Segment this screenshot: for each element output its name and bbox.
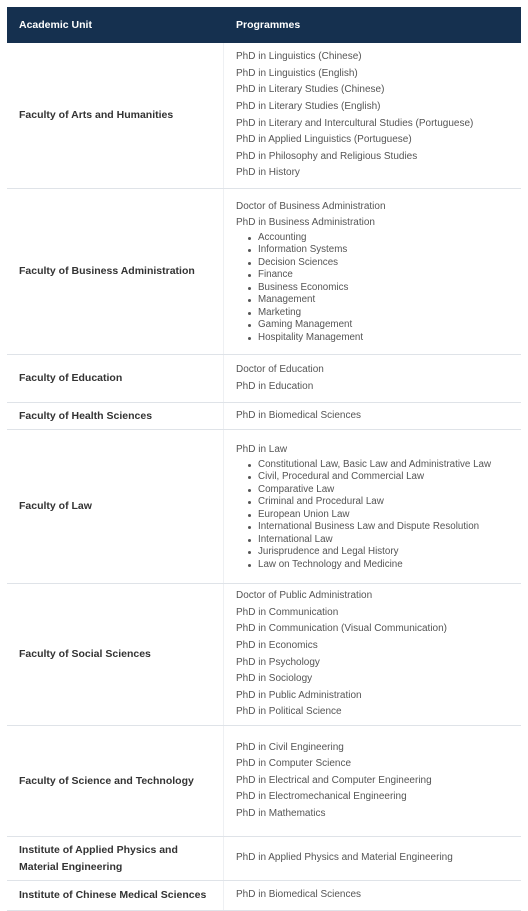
specialization-item: Jurisprudence and Legal History [248, 546, 521, 559]
specialization-item: Law on Technology and Medicine [248, 559, 521, 572]
programme-item: PhD in Literary and Intercultural Studies (Portuguese) [236, 117, 474, 129]
programme-item: PhD in Public Administration [236, 689, 362, 701]
programme-item: PhD in Applied Physics and Material Engineering [236, 852, 453, 864]
programmes-cell [224, 430, 521, 583]
table-row [7, 837, 521, 881]
specialization-item: Comparative Law [248, 484, 521, 497]
specialization-item: Decision Sciences [248, 257, 521, 270]
specialization-item: Civil, Procedural and Commercial Law [248, 471, 521, 484]
specialization-item: Gaming Management [248, 319, 521, 332]
programmes-table [7, 7, 521, 911]
academic-unit-cell: Institute of Applied Physics and Material Engineering [7, 837, 224, 880]
academic-unit-cell: Faculty of Arts and Humanities [7, 43, 224, 188]
programme-item: PhD in Communication [236, 606, 339, 618]
header-academic-unit: Academic Unit [19, 19, 92, 31]
table-row [7, 726, 521, 837]
programme-item: PhD in Computer Science [236, 758, 352, 770]
specialization-item: European Union Law [248, 509, 521, 522]
programme-item: PhD in History [236, 167, 300, 179]
specialization-item: Accounting [248, 232, 521, 245]
programme-item: PhD in Civil Engineering [236, 741, 344, 753]
specialization-item: Management [248, 294, 521, 307]
academic-unit-cell: Faculty of Science and Technology [7, 726, 224, 836]
programme-item: PhD in Biomedical Sciences [236, 889, 362, 901]
programme-item: PhD in Literary Studies (English) [236, 100, 381, 112]
programme-item: PhD in Linguistics (Chinese) [236, 51, 362, 63]
specialization-list [236, 232, 521, 345]
programme-item: PhD in Law [236, 443, 288, 455]
table-row [7, 430, 521, 584]
programme-item: PhD in Linguistics (English) [236, 67, 358, 79]
programme-item: PhD in Sociology [236, 673, 313, 685]
academic-unit-cell: Institute of Chinese Medical Sciences [7, 881, 224, 910]
table-header [7, 7, 521, 43]
programme-item: Doctor of Business Administration [236, 200, 386, 212]
programme-item: PhD in Philosophy and Religious Studies [236, 150, 418, 162]
programme-item: Doctor of Education [236, 363, 324, 375]
table-row [7, 355, 521, 403]
programme-item: PhD in Psychology [236, 656, 320, 668]
specialization-item: International Business Law and Dispute Resolution [248, 521, 521, 534]
programmes-cell [224, 726, 521, 836]
academic-unit-cell: Faculty of Education [7, 355, 224, 402]
programmes-cell [224, 584, 521, 725]
programmes-cell [224, 881, 521, 910]
programme-item: PhD in Mathematics [236, 807, 326, 819]
academic-unit-cell: Faculty of Business Administration [7, 189, 224, 354]
header-programmes: Programmes [236, 19, 301, 31]
specialization-item: Business Economics [248, 282, 521, 295]
programmes-cell [224, 189, 521, 354]
programme-item: PhD in Electrical and Computer Engineering [236, 774, 432, 786]
table-row [7, 43, 521, 189]
academic-unit-cell: Faculty of Social Sciences [7, 584, 224, 725]
programmes-cell [224, 403, 521, 429]
programme-item: PhD in Education [236, 380, 314, 392]
table-body [7, 43, 521, 911]
programme-item: PhD in Economics [236, 639, 318, 651]
table-row [7, 881, 521, 911]
programme-item: PhD in Communication (Visual Communication) [236, 623, 448, 635]
academic-unit-cell: Faculty of Law [7, 430, 224, 583]
programmes-cell [224, 355, 521, 402]
programme-item: PhD in Business Administration [236, 217, 375, 229]
specialization-item: Criminal and Procedural Law [248, 496, 521, 509]
academic-unit-cell: Faculty of Health Sciences [7, 403, 224, 429]
programme-item: Doctor of Public Administration [236, 590, 373, 602]
programmes-cell [224, 837, 521, 880]
table-row [7, 403, 521, 430]
programmes-cell [224, 43, 521, 188]
specialization-item: Information Systems [248, 244, 521, 257]
programme-item: PhD in Applied Linguistics (Portuguese) [236, 134, 412, 146]
specialization-item: International Law [248, 534, 521, 547]
table-row [7, 584, 521, 726]
specialization-item: Marketing [248, 307, 521, 320]
specialization-list [236, 459, 521, 572]
specialization-item: Finance [248, 269, 521, 282]
programme-item: PhD in Literary Studies (Chinese) [236, 84, 385, 96]
programme-item: PhD in Political Science [236, 706, 342, 718]
table-row [7, 189, 521, 355]
specialization-item: Hospitality Management [248, 332, 521, 345]
specialization-item: Constitutional Law, Basic Law and Administrative Law [248, 459, 521, 472]
programme-item: PhD in Biomedical Sciences [236, 409, 362, 421]
programme-item: PhD in Electromechanical Engineering [236, 791, 407, 803]
